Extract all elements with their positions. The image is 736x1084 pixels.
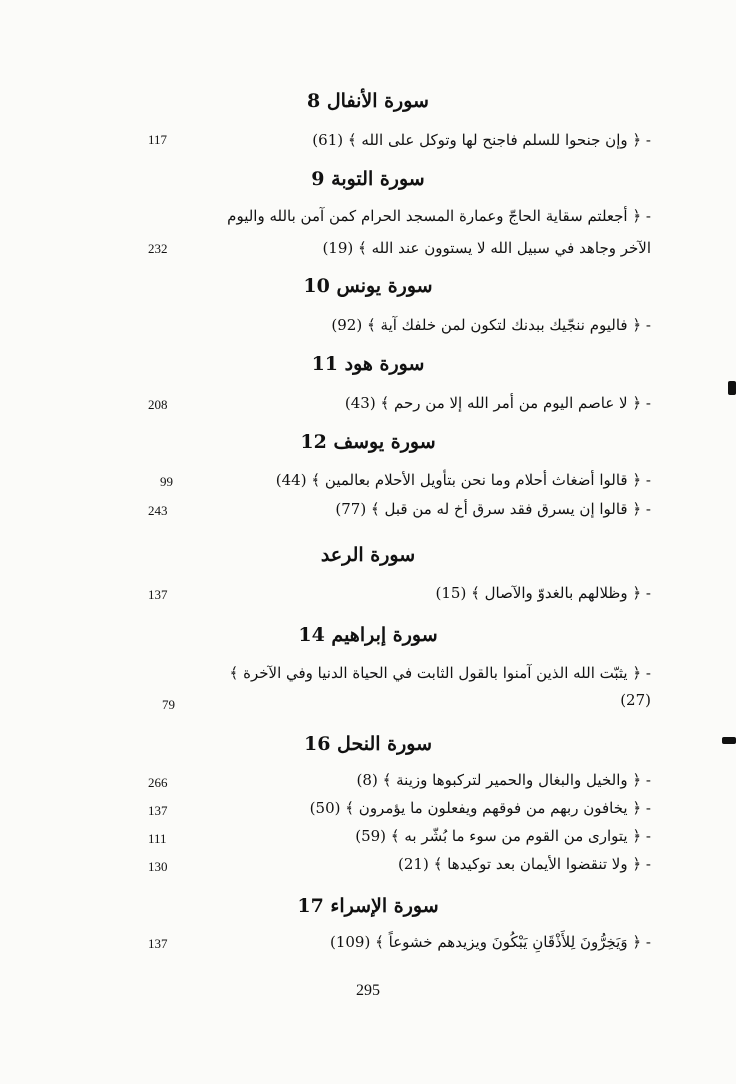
verse-line: - ﴿ وَيَخِرُّونَ لِلأَذْقَانِ يَبْكُونَ ويزيدهم خشوعاً ﴾ (109) [329, 933, 651, 951]
verse-line: - ﴿ لا عاصم اليوم من أمر الله إلا من رحم ﴾ (43) [344, 394, 651, 412]
surah-heading: سورة إبراهيم 14 [298, 624, 438, 646]
surah-heading: سورة يوسف 12 [300, 431, 436, 453]
page-ref: 130 [148, 859, 168, 874]
verse-line: - ﴿ والخيل والبغال والحمير لتركبوها وزينة ﴾ (8) [356, 771, 651, 789]
page-ref: 243 [148, 503, 168, 518]
verse-line: - ﴿ ولا تنقضوا الأيمان بعد توكيدها ﴾ (21) [398, 855, 651, 873]
verse-line: - ﴿ قالوا أضغاث أحلام وما نحن بتأويل الأحلام بعالمين ﴾ (44) [275, 471, 651, 489]
verse-line: - ﴿ أجعلتم سقاية الحاجّ وعمارة المسجد الحرام كمن آمن بالله واليوم [227, 207, 651, 225]
scan-edge-mark [728, 381, 736, 395]
verse-line: - ﴿ وإن جنحوا للسلم فاجنح لها وتوكل على الله ﴾ (61) [312, 131, 651, 149]
surah-heading: سورة يونس 10 [303, 275, 433, 297]
surah-heading: سورة هود 11 [311, 353, 425, 375]
verse-line: الآخر وجاهد في سبيل الله لا يستوون عند الله ﴾ (19) [322, 239, 651, 257]
surah-heading: سورة النحل 16 [303, 733, 432, 755]
surah-heading: سورة الرعد [320, 544, 416, 566]
page-ref: 117 [148, 132, 168, 147]
verse-line: - ﴿ فاليوم ننجّيك ببدنك لتكون لمن خلفك آية ﴾ (92) [331, 316, 651, 334]
scan-edge-mark [722, 737, 736, 744]
surah-heading: سورة الإسراء 17 [297, 895, 439, 917]
page-ref: 208 [148, 397, 168, 412]
page-ref: 137 [148, 936, 168, 951]
page-ref: 232 [148, 241, 168, 256]
page-number: 295 [356, 982, 380, 999]
page-ref: 137 [148, 803, 168, 818]
surah-heading: سورة التوبة 9 [311, 168, 425, 190]
page-ref: 79 [162, 697, 175, 712]
page-ref: 111 [148, 831, 167, 846]
verse-line: - ﴿ قالوا إن يسرق فقد سرق أخ له من قبل ﴾ (77) [335, 500, 651, 518]
verse-line: - ﴿ يتوارى من القوم من سوء ما بُشّر به ﴾ (59) [355, 827, 651, 845]
surah-heading: سورة الأنفال 8 [307, 90, 429, 112]
page-ref: 137 [148, 587, 168, 602]
verse-line: - ﴿ يثبّت الله الذين آمنوا بالقول الثابت في الحياة الدنيا وفي الآخرة ﴾ [229, 664, 651, 682]
page-ref: 266 [148, 775, 168, 790]
page-ref: 99 [160, 474, 173, 489]
verse-line: - ﴿ وظلالهم بالغدوّ والآصال ﴾ (15) [435, 584, 651, 602]
verse-line: (27) [620, 691, 651, 709]
verse-line: - ﴿ يخافون ربهم من فوقهم ويفعلون ما يؤمرون ﴾ (50) [309, 799, 651, 817]
